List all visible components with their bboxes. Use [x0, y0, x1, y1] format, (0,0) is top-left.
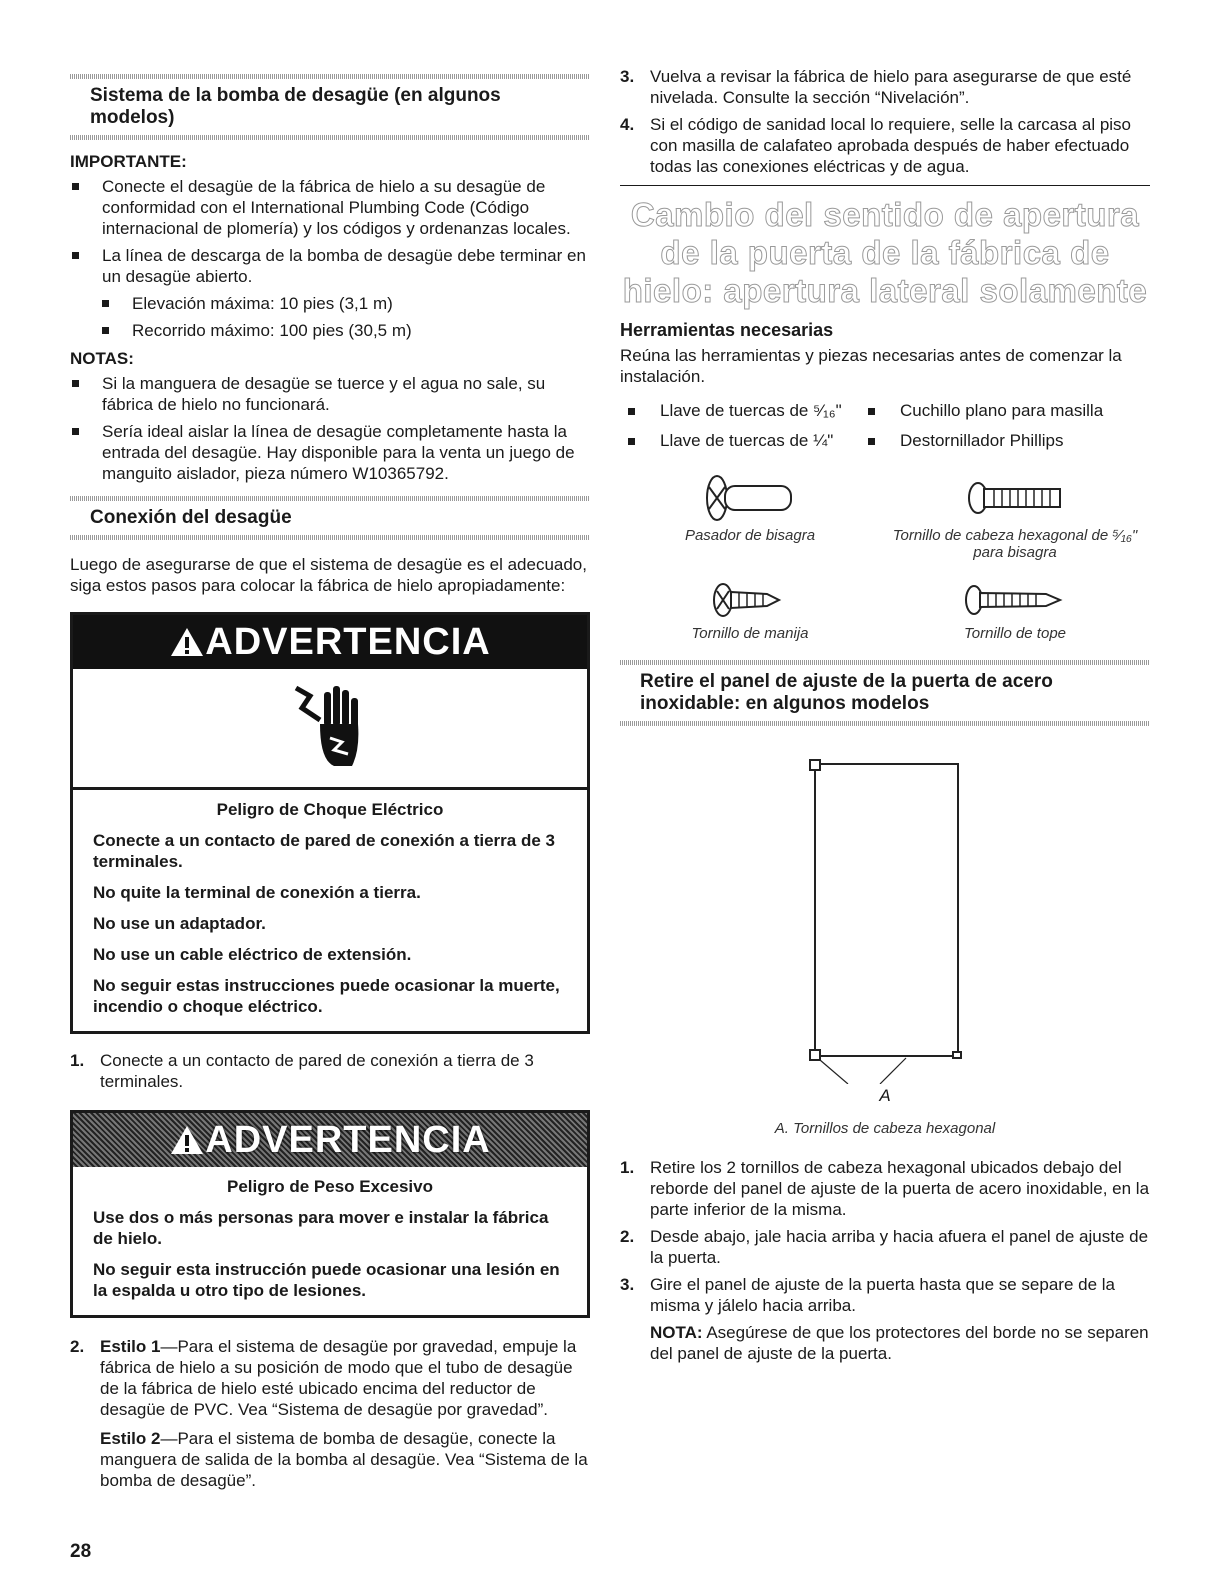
style-label: Estilo 1: [100, 1337, 161, 1356]
warning-title: Peligro de Choque Eléctrico: [216, 800, 444, 819]
door-reversal-heading: [620, 196, 1150, 310]
page-number: 28: [70, 1541, 92, 1562]
electric-shock-warning: [70, 612, 590, 1034]
warning-title: Peligro de Peso Excesivo: [227, 1177, 433, 1196]
tools-intro: Reúna las herramientas y piezas necesarias antes de comenzar la instalación.: [620, 346, 1122, 386]
warning-icon-area: [73, 669, 587, 790]
warning-triangle-icon: [169, 1124, 205, 1156]
heading-line: hielo: apertura lateral solamente: [622, 272, 1148, 309]
list-item: Sería ideal aislar la línea de desagüe completamente hasta la entrada del desagüe. Hay disponible para la venta un juego de manguito aislador, pieza número W10365792.: [70, 421, 590, 484]
style-label: Estilo 2: [100, 1429, 161, 1448]
part-caption: Pasador de bisagra: [684, 527, 816, 544]
step-text: —Para el sistema de desagüe por gravedad, empuje la fábrica de hielo a su posición de modo que el tubo de desagüe de la fábrica de hielo esté ubicado encima del reductor de desagüe de PVC. Vea “Sistema de desagüe por gravedad”.: [100, 1337, 577, 1419]
step-text: Retire los 2 tornillos de cabeza hexagonal ubicados debajo del reborde del panel de ajuste de la puerta de acero inoxidable, en la parte inferior de la misma.: [650, 1158, 1150, 1219]
drain-connection-intro: Luego de asegurarse de que el sistema de desagüe es el adecuado, siga estos pasos para colocar la fábrica de hielo apropiadamente:: [70, 555, 587, 595]
step-number: 1.: [70, 1051, 85, 1070]
right-column: [620, 0, 1150, 1370]
hinge-screw-part: [880, 469, 1150, 561]
excess-weight-warning: [70, 1110, 590, 1318]
important-label: IMPORTANTE:: [70, 152, 187, 171]
steps-list: [70, 1336, 590, 1491]
limits-list: [70, 293, 590, 341]
important-list: [70, 176, 590, 287]
trim-panel-heading: Retire el panel de ajuste de la puerta de acero inoxidable: en algunos modelos: [640, 671, 1053, 714]
list-item: Recorrido máximo: 100 pies (30,5 m): [100, 320, 590, 341]
hinge-pin-icon: [695, 469, 805, 527]
step-item: [620, 1157, 1150, 1220]
parts-grid: [620, 469, 1150, 642]
warning-body: [73, 790, 587, 1031]
warning-line: No use un cable eléctrico de extensión.: [93, 945, 412, 964]
step-number: 3.: [620, 1275, 635, 1294]
left-column: [70, 0, 590, 1497]
warning-line: No seguir esta instrucción puede ocasionar una lesión en la espalda u otro tipo de lesiones.: [93, 1260, 560, 1300]
warning-header: [73, 615, 587, 669]
step-item: [620, 66, 1150, 108]
figure-caption: A. Tornillos de cabeza hexagonal: [774, 1120, 996, 1137]
heading-line: Cambio del sentido de apertura: [630, 196, 1140, 233]
warning-header-text: ADVERTENCIA: [205, 1118, 491, 1161]
door-trim-figure: [620, 734, 1150, 1084]
step-item: [620, 114, 1150, 177]
list-item: La línea de descarga de la bomba de desagüe debe terminar en un desagüe abierto.: [70, 245, 590, 287]
notes-label: NOTAS:: [70, 349, 134, 368]
tool-item: Destornillador Phillips: [860, 431, 1120, 451]
tool-item: Llave de tuercas de ¼": [620, 431, 860, 451]
warning-header-text: ADVERTENCIA: [205, 620, 491, 663]
step-text: Desde abajo, jale hacia arriba y hacia afuera el panel de ajuste de la puerta.: [650, 1227, 1149, 1267]
drain-connection-heading: Conexión del desagüe: [90, 507, 292, 528]
section-rule: [70, 135, 590, 140]
part-caption: Tornillo de cabeza hexagonal de ⁵⁄₁₆" para bisagra: [892, 527, 1138, 561]
list-item: Elevación máxima: 10 pies (3,1 m): [100, 293, 590, 314]
step-item: [70, 1336, 590, 1491]
note-label: NOTA:: [650, 1323, 703, 1342]
handle-screw-icon: [705, 575, 795, 625]
steps-list: [620, 1157, 1150, 1364]
warning-line: Use dos o más personas para mover e instalar la fábrica de hielo.: [93, 1208, 549, 1248]
drain-pump-heading: Sistema de la bomba de desagüe (en algunos modelos): [90, 85, 501, 128]
section-rule: [620, 721, 1150, 726]
step-item: [620, 1226, 1150, 1268]
warning-line: Conecte a un contacto de pared de conexión a tierra de 3 terminales.: [93, 831, 555, 871]
section-rule: [70, 535, 590, 540]
handle-screw-part: [620, 575, 880, 642]
hinge-pin-part: [620, 469, 880, 561]
warning-line: No use un adaptador.: [93, 914, 266, 933]
step-number: 3.: [620, 67, 635, 86]
step-number: 4.: [620, 115, 635, 134]
step-number: 2.: [620, 1227, 635, 1246]
figure-marker: A: [879, 1086, 891, 1105]
step-text: —Para el sistema de bomba de desagüe, conecte la manguera de salida de la bomba al desagüe. Vea “Sistema de la bomba de desagüe”.: [100, 1429, 588, 1490]
step-text: Conecte a un contacto de pared de conexión a tierra de 3 terminales.: [100, 1051, 534, 1091]
list-item: Si la manguera de desagüe se tuerce y el agua no sale, su fábrica de hielo no funcionará.: [70, 373, 590, 415]
warning-header: [73, 1113, 587, 1167]
heading-line: de la puerta de la fábrica de: [660, 234, 1110, 271]
tool-item: Llave de tuercas de ⁵⁄₁₆": [620, 401, 860, 421]
warning-line: No quite la terminal de conexión a tierra.: [93, 883, 421, 902]
part-caption: Tornillo de manija: [691, 625, 809, 642]
tools-list: [620, 401, 1150, 451]
door-panel-diagram: [620, 734, 1150, 1084]
hex-head-screw-icon: [960, 469, 1070, 527]
warning-triangle-icon: [169, 626, 205, 658]
tool-item: Cuchillo plano para masilla: [860, 401, 1120, 421]
step-text: Vuelva a revisar la fábrica de hielo para asegurarse de que esté nivelada. Consulte la sección “Nivelación”.: [650, 67, 1132, 107]
section-divider: [620, 185, 1150, 186]
electric-shock-hand-icon: [290, 680, 370, 776]
note-text: Asegúrese de que los protectores del borde no se separen del panel de ajuste de la puerta.: [650, 1323, 1149, 1363]
steps-list: [620, 66, 1150, 177]
step-item: [620, 1274, 1150, 1364]
step-item: [70, 1050, 590, 1092]
warning-body: [73, 1167, 587, 1315]
list-item: Conecte el desagüe de la fábrica de hielo a su desagüe de conformidad con el International Plumbing Code (Código internacional de plomería) y los códigos y ordenanzas locales.: [70, 176, 590, 239]
stop-screw-icon: [960, 575, 1070, 625]
warning-line: No seguir estas instrucciones puede ocasionar la muerte, incendio o choque eléctrico.: [93, 976, 560, 1016]
part-caption: Tornillo de tope: [963, 625, 1067, 642]
step-text: Si el código de sanidad local lo requiere, selle la carcasa al piso con masilla de calafateo aprobada después de haber efectuado todas las conexiones eléctricas y de agua.: [650, 115, 1132, 176]
tools-heading: Herramientas necesarias: [620, 320, 834, 340]
steps-list: [70, 1050, 590, 1092]
stop-screw-part: [880, 575, 1150, 642]
step-number: 1.: [620, 1158, 635, 1177]
step-text: Gire el panel de ajuste de la puerta hasta que se separe de la misma y jálelo hacia arriba.: [650, 1275, 1115, 1315]
notes-list: [70, 373, 590, 484]
step-number: 2.: [70, 1337, 85, 1356]
